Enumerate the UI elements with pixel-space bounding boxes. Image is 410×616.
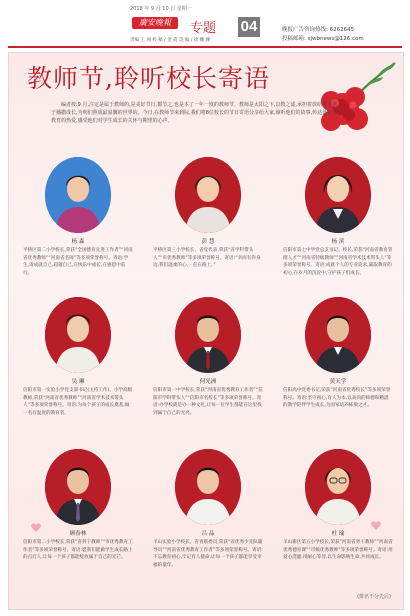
portrait-photo: [305, 297, 371, 373]
issue-date: 2018 年 9 月 10 日 星期一: [130, 6, 192, 12]
principal-name: 彭 慧: [201, 239, 215, 245]
portrait-photo: [175, 157, 241, 233]
section-label: 专题: [190, 21, 217, 36]
person-icon: [305, 297, 371, 373]
feature-panel: [8, 52, 404, 610]
principal-name: 杨 森: [71, 239, 85, 245]
person-icon: [305, 157, 371, 233]
article-title: 教师节,聆听校长寄语: [27, 64, 270, 93]
principal-name: 黄天学: [329, 379, 347, 385]
editor-note: 编者按:9 月,注定是属于教师的,是美好节日,都节之,也是本了一年一度的教师节。教师是太阳之下,以教之滤,承担着放给每个孩子播撒成长,为明们照成最温馨的世界的。今日,在教师节来到际,我们将8位校长的节日寄语分享给大家,倾听他们的故事,传达他们对教育的热爱,感受他们对学生成长的关怀与期望的心声。: [51, 102, 338, 124]
principal-description: 信阳市第一实验小学党支部书记(主持工作)、小学高级教师,荣获“河南省优秀教师”“河南省学术技术带头人”等多项荣誉称号。寄语:为每个孩子的成长奠基,做一名有温度的教育者。: [23, 388, 133, 416]
principal-name: 吕 品: [201, 531, 215, 537]
portrait-photo: [175, 449, 241, 525]
principal-name: 何光洲: [199, 379, 217, 385]
heart-decoration-icon: [31, 523, 41, 532]
principal-description: 信阳高中党委书记,荣获“河南省优秀校长”等多项荣誉称号。寄语:坚守初心,育人为本,以高尚的师德和精湛的教学陪伴学生成长,为国家培养栋梁之才。: [283, 388, 391, 408]
person-icon: [305, 449, 371, 525]
heart-decoration-icon: [371, 521, 381, 530]
newspaper-masthead-logo: 廣安晚報: [132, 17, 178, 29]
ad-hotline: 晚报广告咨询热线: 6262645: [282, 27, 355, 33]
portrait-photo: [45, 157, 111, 233]
carnation-flower-icon: [307, 57, 397, 143]
person-icon: [45, 449, 111, 525]
principal-description: 信阳市第一中学校长,荣获“河南省优秀教育工作者”“信阳市学科带头人”“信阳市名校长”等多项荣誉称号。寄语:办学校就是办一种文化,让每一位学生都能在这里找到属于自己的光亮。: [153, 388, 263, 416]
header-rule: [8, 46, 402, 48]
person-icon: [175, 297, 241, 373]
person-icon: [175, 157, 241, 233]
portrait-photo: [305, 157, 371, 233]
principal-description: 羊山新区第五小学校长,荣获“河南省骨干教师”“河南省优秀德育课”“市级优秀教师”等多项荣誉称号。寄语:用爱心浇灌,用耐心等待,以生命影响生命,共同成长。: [283, 540, 393, 560]
person-icon: [175, 449, 241, 525]
principal-description: 信阳市第二小学校长,荣获“省骨干教师”“市优秀教育工作者”等多项荣誉称号。寄语:愿我们能做学生成长路上的点灯人,让每一个孩子都能绽放属于自己的光芒。: [23, 540, 133, 560]
person-icon: [45, 297, 111, 373]
principal-description: 平桥区第二小学校长,荣获“全国德育先进工作者”“河南省优秀教师”“河南省名师”等多项荣誉称号。寄语:学生,请成就自己,超越自己,在快乐中成长,在感恩中前行。: [23, 248, 133, 276]
submission-email: 投稿邮箱: sjwbnews@126.com: [282, 36, 364, 42]
principal-name: 杨 滨: [331, 239, 345, 245]
ranking-note: (排名不分先后): [357, 594, 391, 600]
principal-description: 羊山实验小学校长、省青联委员,荣获“省优秀少先队辅导员”“河南省优秀教育工作者”等多项荣誉称号。寄语:不忘教育初心,牢记育人使命,让每一个孩子都能享受幸福的童年。: [153, 540, 263, 568]
editors-line: 责编 王 洲 校 稿 / 金 霞 美 编 / 徐 姗 姗: [130, 38, 211, 43]
principal-name: 吴 琳: [71, 379, 85, 385]
portrait-photo: [45, 449, 111, 525]
principal-name: 杜 瑜: [331, 531, 345, 537]
contact-info: [282, 26, 364, 44]
portrait-photo: [305, 449, 371, 525]
principal-description: 平桥区第三小学校长、省党代表,荣获“省学科带头人”“市优秀教师”等多项荣誉称号。寄语:“幸而有你身边,我们温柔的心,一直在路上。”: [153, 248, 261, 268]
person-icon: [45, 157, 111, 233]
principal-description: 信阳市第七中学党总支书记、校长,荣获“河南省教育管理人才”“河南省特级教师”“河南省学术技术带头人”等多项荣誉称号。寄语:成就个人的专业追求,赢取教育的初心,在岁月的沉淀中,守护孩子们成长。: [283, 248, 393, 276]
page-header: [0, 0, 410, 46]
page-number: 04: [238, 17, 260, 37]
principal-name: 顾春林: [69, 531, 87, 537]
portrait-photo: [175, 297, 241, 373]
portrait-photo: [45, 297, 111, 373]
